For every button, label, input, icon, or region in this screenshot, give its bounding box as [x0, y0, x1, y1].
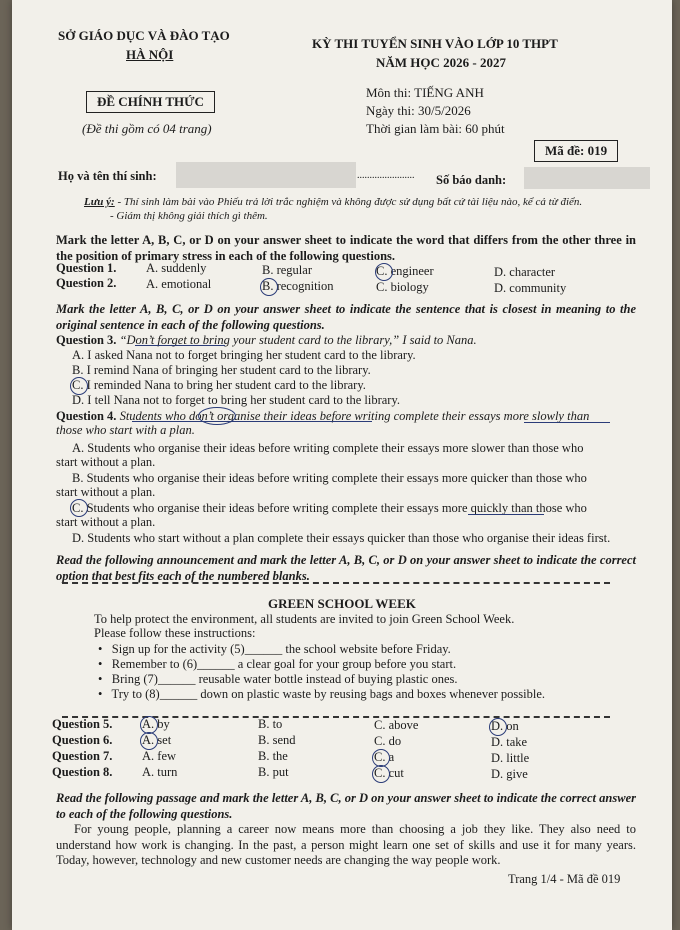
q2-option-a: A. emotional [146, 277, 212, 291]
announcement-title: GREEN SCHOOL WEEK [268, 596, 416, 611]
pen-circle-q4 [70, 499, 88, 517]
q8-option-a: A. turn [142, 765, 178, 779]
official-stamp: ĐỀ CHÍNH THỨC [86, 91, 215, 113]
question-7-label: Question 7. [52, 749, 113, 763]
section1-instruction [56, 233, 636, 264]
q4-option-b-1: B. Students who organise their ideas before writing complete their essays more quicker than those who [72, 471, 587, 485]
section2-instruction-text: Mark the letter A, B, C, or D on your answer sheet to indicate the sentence that is closest in meaning to the original sentence in each of the following questions. [56, 302, 636, 332]
q5-option-d: D. on [491, 719, 519, 733]
question-4-text-2: those who start with a plan. [56, 423, 195, 437]
announcement-intro-1: To help protect the environment, all students are invited to join Green School Week. [94, 612, 515, 626]
q5-option-a: A. by [142, 717, 170, 731]
exam-title: KỲ THI TUYỂN SINH VÀO LỚP 10 THPT [312, 36, 558, 51]
notes-text-1: - Thí sinh làm bài vào Phiếu trả lời trắc nghiệm và không được sử dụng bất cứ tài liệu nào, kể cả từ điển. [117, 196, 583, 208]
q2-option-b: B. recognition [262, 279, 334, 293]
q1-option-d: D. character [494, 265, 556, 279]
q2-option-d: D. community [494, 281, 567, 295]
section4-instruction [56, 791, 636, 822]
exam-page [12, 0, 672, 930]
question-6-label: Question 6. [52, 733, 113, 747]
section1-instruction-text: Mark the letter A, B, C, or D on your answer sheet to indicate the word that differs from the other three in the position of primary stress in each of the following questions. [56, 233, 636, 263]
q5-option-b: B. to [258, 717, 283, 731]
pen-underline-q4-c [468, 514, 544, 515]
q5-option-c: C. above [374, 718, 419, 732]
city-name: HÀ NỘI [126, 47, 174, 62]
q7-option-c: C. a [374, 750, 395, 764]
pages-note: (Đề thi gồm có 04 trang) [82, 121, 212, 136]
q1-option-b: B. regular [262, 263, 312, 277]
q3-option-b: B. I remind Nana of bringing her student card to the library. [72, 363, 371, 377]
question-4-text-1: Students who don’t organise their ideas before writing complete their essays more slowly than [119, 409, 590, 423]
q4-option-d: D. Students who start without a plan complete their essays quicker than those who organise their ideas first. [72, 531, 611, 545]
q4-option-c-2: start without a plan. [56, 515, 156, 529]
redacted-name [176, 162, 356, 188]
candidate-name-label: Họ và tên thí sinh: [58, 169, 157, 183]
question-3-label: Question 3. [56, 333, 117, 347]
exam-duration: Thời gian làm bài: 60 phút [366, 121, 505, 136]
reading-passage-text: For young people, planning a career now means more than choosing a job they like. They also need to understand how work is changing. In the past, a person might learn one set of skills and use it for many years. Today, however, technology and new customer needs are changing the way people work. [56, 822, 636, 867]
q4-option-c-1: C. Students who organise their ideas before writing complete their essays more quickly than those who [72, 501, 587, 515]
notes-label: Lưu ý: [84, 196, 115, 208]
q1-option-c: C. engineer [376, 264, 434, 278]
question-4-label: Question 4. [56, 409, 117, 423]
pen-circle-q2 [260, 278, 278, 296]
question-8-label: Question 8. [52, 765, 113, 779]
announcement-item-1: • Sign up for the activity (5)______ the school website before Friday. [98, 642, 451, 656]
notes-line-1 [84, 196, 582, 208]
q3-option-c: C. I reminded Nana to bring her student card to the library. [72, 378, 366, 392]
question-3-stem [56, 333, 477, 348]
pen-circle-q3 [70, 377, 88, 395]
reading-passage [56, 822, 636, 869]
exam-date: Ngày thi: 30/5/2026 [366, 103, 471, 118]
announcement-item-2: • Remember to (6)______ a clear goal for your group before you start. [98, 657, 457, 671]
section2-instruction [56, 302, 636, 333]
q6-option-b: B. send [258, 733, 296, 747]
announcement-intro-2: Please follow these instructions: [94, 626, 256, 640]
pen-circle-q5-d [489, 718, 507, 736]
announcement-item-4-text: Try to (8)______ down on plastic waste by reusing bags and boxes whenever possible. [111, 687, 546, 701]
question-5-label: Question 5. [52, 717, 113, 731]
announcement-item-4: • Try to (8)______ down on plastic waste by reusing bags and boxes whenever possible. [98, 687, 546, 701]
question-1-row [56, 261, 116, 276]
pen-underline-q4-b [524, 422, 610, 423]
q6-option-a: A. set [142, 733, 172, 747]
q7-option-d: D. little [491, 751, 530, 765]
q8-option-c: C. cut [374, 766, 404, 780]
announcement-item-3: • Bring (7)______ reusable water bottle instead of buying plastic ones. [98, 672, 458, 686]
section3-instruction-text: Read the following announcement and mark the letter A, B, C, or D on your answer sheet to indicate the correct option that best fits each of the numbered blanks. [56, 553, 636, 583]
question-2-label: Question 2. [56, 276, 117, 290]
q8-option-d: D. give [491, 767, 528, 781]
pen-circle-q6 [140, 732, 158, 750]
redacted-id [524, 167, 650, 189]
q6-option-c: C. do [374, 734, 402, 748]
pen-underline-q4 [132, 421, 372, 422]
section3-instruction [56, 553, 636, 584]
exam-code: Mã đề: 019 [534, 140, 618, 162]
dotted-line: ....................... [357, 170, 415, 181]
announcement-item-1-text: Sign up for the activity (5)______ the school website before Friday. [111, 642, 451, 656]
q4-option-b-2: start without a plan. [56, 485, 156, 499]
announcement-item-3-text: Bring (7)______ reusable water bottle instead of buying plastic ones. [111, 672, 458, 686]
subject: Môn thi: TIẾNG ANH [366, 85, 484, 100]
question-3-text: “Don’t forget to bring your student card to the library,” I said to Nana. [119, 333, 477, 347]
pen-underline-q3 [135, 345, 225, 346]
q3-option-a: A. I asked Nana not to forget bringing her student card to the library. [72, 348, 416, 362]
q7-option-a: A. few [142, 749, 177, 763]
q6-option-d: D. take [491, 735, 528, 749]
q4-option-a-1: A. Students who organise their ideas before writing complete their essays more slower than those who [72, 441, 584, 455]
announcement-item-2-text: Remember to (6)______ a clear goal for your group before you start. [111, 657, 457, 671]
school-year: NĂM HỌC 2026 - 2027 [376, 55, 506, 70]
q7-option-b: B. the [258, 749, 288, 763]
question-1-label: Question 1. [56, 261, 117, 275]
page-footer: Trang 1/4 - Mã đề 019 [508, 872, 621, 886]
q8-option-b: B. put [258, 765, 289, 779]
section4-instruction-text: Read the following passage and mark the letter A, B, C, or D on your answer sheet to indicate the correct answer to each of the following questions. [56, 791, 636, 821]
pen-circle-dont [198, 407, 236, 425]
ministry-name: SỞ GIÁO DỤC VÀ ĐÀO TẠO [58, 28, 230, 43]
candidate-id-label: Số báo danh: [436, 173, 507, 187]
q3-option-d: D. I tell Nana not to forget to bring her student card to the library. [72, 393, 401, 407]
pen-circle-q1 [375, 263, 393, 281]
q4-option-a-2: start without a plan. [56, 455, 156, 469]
q2-option-c: C. biology [376, 280, 429, 294]
pen-circle-q8 [372, 765, 390, 783]
notes-line-2: - Giám thị không giải thích gì thêm. [110, 210, 268, 222]
q1-option-a: A. suddenly [146, 261, 207, 275]
